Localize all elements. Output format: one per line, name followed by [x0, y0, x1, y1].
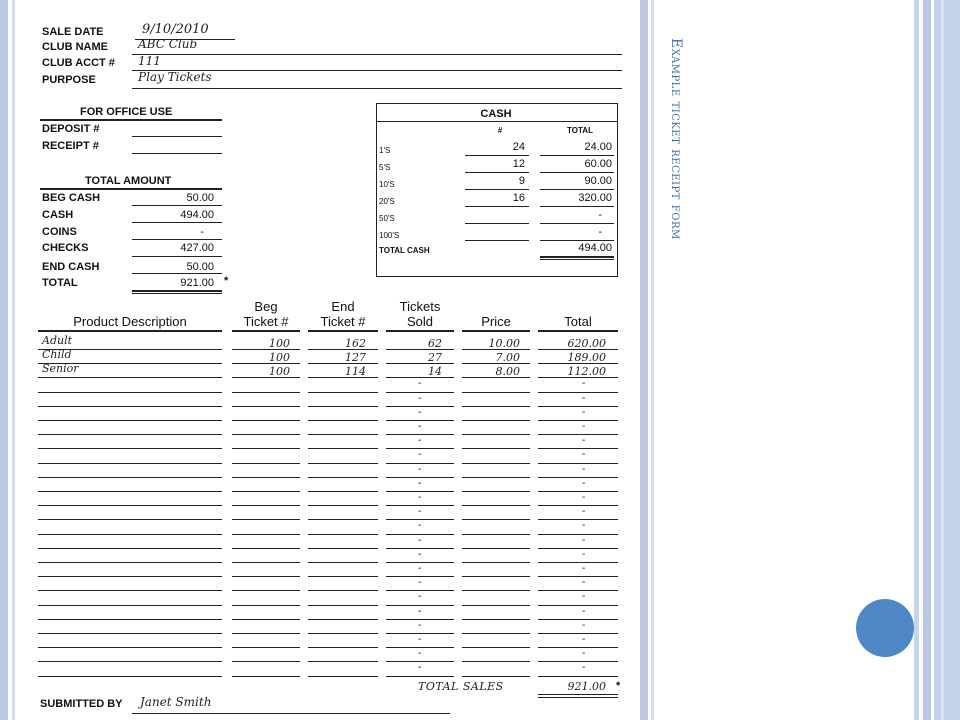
slide-title [668, 38, 692, 338]
row-rule [232, 448, 300, 449]
col-header-desc: Product Description [73, 314, 187, 329]
blank-dash: - [582, 435, 586, 446]
blank-dash: - [418, 662, 422, 673]
row-rule [538, 363, 618, 364]
totals-label: CASH [42, 209, 74, 221]
row-rule [308, 349, 378, 350]
signature-line [132, 713, 450, 714]
row-rule [232, 519, 300, 520]
row-rule [232, 647, 300, 648]
blank-dash: - [418, 421, 422, 432]
blank-dash: - [418, 492, 422, 503]
total-sales-value: 921.00 [567, 680, 606, 693]
sale-date-value: 9/10/2010 [142, 22, 209, 37]
row-rule [38, 463, 222, 464]
cash-count: 16 [512, 192, 525, 204]
product-total: 620.00 [567, 337, 606, 350]
row-rule [308, 505, 378, 506]
totals-label: COINS [42, 226, 77, 238]
office-title: FOR OFFICE USE [80, 106, 173, 118]
blank-dash: - [582, 634, 586, 645]
row-rule [308, 633, 378, 634]
blank-dash: - [418, 648, 422, 659]
row-rule [462, 605, 530, 606]
row-rule [462, 619, 530, 620]
row-rule [462, 576, 530, 577]
club-name-label: CLUB NAME [42, 41, 108, 53]
row-rule [38, 590, 222, 591]
blank-dash: - [418, 407, 422, 418]
row-rule [308, 477, 378, 478]
row-rule [232, 463, 300, 464]
blank-dash: - [582, 449, 586, 460]
row-rule [308, 363, 378, 364]
row-rule [462, 491, 530, 492]
cash-total-value: 494.00 [578, 242, 612, 254]
row-rule [462, 377, 530, 378]
blank-dash: - [582, 606, 586, 617]
cash-denom: 10'S [379, 180, 395, 189]
row-rule [538, 434, 618, 435]
product-end: 114 [345, 365, 366, 378]
submitted-by-value: Janet Smith [140, 695, 212, 709]
row-rule [38, 562, 222, 563]
blank-dash: - [582, 506, 586, 517]
row-rule [308, 605, 378, 606]
row-rule [538, 647, 618, 648]
row-rule [232, 505, 300, 506]
cash-total-header: TOTAL [567, 126, 593, 135]
row-rule [232, 491, 300, 492]
row-rule [462, 448, 530, 449]
row-rule [386, 363, 454, 364]
row-rule [38, 448, 222, 449]
row-rule [462, 647, 530, 648]
total-sales-asterisk: * [616, 680, 621, 692]
row-rule [232, 633, 300, 634]
totals-label: END CASH [42, 261, 100, 273]
row-rule [38, 548, 222, 549]
row-rule [308, 661, 378, 662]
row-rule [308, 392, 378, 393]
row-rule [308, 619, 378, 620]
blank-dash: - [418, 520, 422, 531]
row-rule [232, 562, 300, 563]
blank-dash: - [582, 464, 586, 475]
row-rule [462, 349, 530, 350]
product-sold: 27 [428, 351, 442, 364]
row-rule [38, 633, 222, 634]
blank-dash: - [418, 435, 422, 446]
row-rule [462, 676, 530, 677]
row-rule [308, 576, 378, 577]
product-end: 162 [345, 337, 366, 350]
cash-total-label: TOTAL CASH [379, 246, 430, 255]
cash-denom: 50'S [379, 214, 395, 223]
row-rule [462, 477, 530, 478]
blank-dash: - [582, 393, 586, 404]
blank-dash: - [582, 378, 586, 389]
blank-dash: - [582, 662, 586, 673]
row-rule [232, 377, 300, 378]
double-rule [538, 694, 618, 695]
row-rule [38, 676, 222, 677]
row-rule [308, 548, 378, 549]
row-rule [308, 676, 378, 677]
row-rule [462, 392, 530, 393]
blank-dash: - [582, 520, 586, 531]
row-rule [308, 519, 378, 520]
row-rule [232, 392, 300, 393]
product-price: 10.00 [488, 337, 520, 350]
blank-dash: - [418, 535, 422, 546]
col-header-sold: Sold [406, 314, 434, 329]
sale-date-label: SALE DATE [42, 26, 104, 38]
row-rule [38, 377, 222, 378]
row-rule [538, 605, 618, 606]
product-beg: 100 [269, 337, 290, 350]
cash-total: 320.00 [578, 192, 612, 204]
blank-dash: - [418, 606, 422, 617]
decor-bar [934, 0, 960, 720]
product-desc: Adult [42, 334, 73, 347]
row-rule [38, 477, 222, 478]
row-rule [38, 576, 222, 577]
col-header-beg: Ticket # [243, 314, 289, 329]
row-rule [38, 363, 222, 364]
blank-dash: - [418, 634, 422, 645]
cash-total: - [598, 209, 602, 221]
row-rule [38, 434, 222, 435]
double-rule [538, 697, 618, 698]
blank-dash: - [418, 577, 422, 588]
row-rule [232, 548, 300, 549]
row-rule [308, 406, 378, 407]
row-rule [538, 676, 618, 677]
totals-value: - [200, 226, 204, 238]
cash-total: - [598, 226, 602, 238]
total-amount-title: TOTAL AMOUNT [85, 175, 172, 187]
product-total: 189.00 [567, 351, 606, 364]
row-rule [462, 363, 530, 364]
blank-dash: - [582, 421, 586, 432]
row-rule [308, 448, 378, 449]
row-rule [462, 562, 530, 563]
totals-value: 494.00 [180, 209, 214, 221]
row-rule [462, 661, 530, 662]
blank-dash: - [582, 549, 586, 560]
row-rule [308, 562, 378, 563]
club-acct-label: CLUB ACCT # [42, 57, 115, 69]
cash-title: CASH [480, 108, 512, 120]
product-total: 112.00 [567, 365, 606, 378]
row-rule [38, 392, 222, 393]
total-asterisk: * [224, 275, 229, 287]
row-rule [308, 434, 378, 435]
row-rule [38, 406, 222, 407]
blank-dash: - [582, 591, 586, 602]
col-header-total: Total [564, 314, 592, 329]
row-rule [308, 377, 378, 378]
row-rule [38, 505, 222, 506]
deposit-label: DEPOSIT # [42, 123, 100, 135]
row-rule [538, 534, 618, 535]
row-rule [538, 392, 618, 393]
blank-dash: - [582, 648, 586, 659]
total-sales-label: TOTAL SALES [418, 680, 504, 693]
row-rule [308, 534, 378, 535]
totals-value: 50.00 [186, 261, 214, 273]
row-rule [462, 434, 530, 435]
row-rule [232, 534, 300, 535]
blank-dash: - [418, 506, 422, 517]
totals-label: CHECKS [42, 242, 89, 254]
row-rule [232, 420, 300, 421]
row-rule [38, 420, 222, 421]
row-rule [538, 505, 618, 506]
row-rule [538, 562, 618, 563]
totals-value: 921.00 [180, 277, 214, 289]
row-rule [462, 406, 530, 407]
blank-dash: - [582, 407, 586, 418]
row-rule [538, 590, 618, 591]
row-rule [538, 349, 618, 350]
row-rule [462, 534, 530, 535]
row-rule [308, 463, 378, 464]
row-rule [538, 491, 618, 492]
blank-dash: - [418, 449, 422, 460]
row-rule [38, 605, 222, 606]
cash-count: 12 [512, 158, 525, 170]
decor-bar [923, 0, 931, 720]
club-acct-value: 111 [138, 54, 161, 68]
decor-bar [640, 0, 648, 720]
row-rule [462, 519, 530, 520]
purpose-label: PURPOSE [42, 74, 96, 86]
totals-value: 427.00 [180, 242, 214, 254]
row-rule [232, 605, 300, 606]
blank-dash: - [582, 577, 586, 588]
blank-dash: - [582, 492, 586, 503]
row-rule [232, 576, 300, 577]
blank-dash: - [418, 591, 422, 602]
row-rule [538, 519, 618, 520]
product-sold: 62 [428, 337, 442, 350]
blank-dash: - [418, 549, 422, 560]
col-header-end: Ticket # [320, 314, 366, 329]
decor-bar [941, 0, 944, 720]
product-sold: 14 [428, 365, 442, 378]
row-rule [232, 619, 300, 620]
row-rule [38, 661, 222, 662]
row-rule [232, 477, 300, 478]
row-rule [38, 534, 222, 535]
product-beg: 100 [269, 365, 290, 378]
totals-label: TOTAL [42, 277, 78, 289]
row-rule [232, 676, 300, 677]
cash-count-header: # [497, 126, 503, 135]
cash-total: 90.00 [584, 175, 612, 187]
blank-dash: - [582, 535, 586, 546]
cash-total: 24.00 [584, 141, 612, 153]
row-rule [232, 349, 300, 350]
row-rule [308, 590, 378, 591]
row-rule [232, 406, 300, 407]
row-rule [538, 633, 618, 634]
row-rule [462, 548, 530, 549]
row-rule [538, 377, 618, 378]
row-rule [38, 519, 222, 520]
row-rule [38, 491, 222, 492]
blank-dash: - [418, 378, 422, 389]
blank-dash: - [418, 478, 422, 489]
row-rule [538, 448, 618, 449]
receipt-form [30, 16, 622, 720]
row-rule [462, 463, 530, 464]
row-rule [38, 647, 222, 648]
blank-dash: - [582, 620, 586, 631]
cash-count: 9 [518, 175, 525, 187]
blank-dash: - [418, 464, 422, 475]
cash-denom: 1'S [379, 146, 391, 155]
receipt-label: RECEIPT # [42, 140, 99, 152]
blank-dash: - [418, 563, 422, 574]
cash-denom: 100'S [379, 231, 400, 240]
row-rule [538, 548, 618, 549]
decor-bar [651, 0, 654, 720]
blank-dash: - [582, 478, 586, 489]
row-rule [308, 420, 378, 421]
col-header-price: Price [481, 314, 511, 329]
col-header-end: End [331, 299, 355, 314]
product-desc: Senior [42, 362, 79, 375]
row-rule [538, 406, 618, 407]
product-price: 8.00 [495, 365, 520, 378]
decor-bar [0, 0, 8, 720]
product-end: 127 [345, 351, 366, 364]
product-desc: Child [42, 348, 72, 361]
row-rule [462, 420, 530, 421]
cash-denom: 5'S [379, 163, 391, 172]
blank-dash: - [418, 620, 422, 631]
club-name-value: ABC Club [138, 37, 198, 51]
totals-value: 50.00 [186, 192, 214, 204]
row-rule [232, 590, 300, 591]
col-header-beg: Beg [254, 299, 278, 314]
cash-total: 60.00 [584, 158, 612, 170]
row-rule [232, 434, 300, 435]
row-rule [308, 647, 378, 648]
row-rule [538, 463, 618, 464]
row-rule [386, 349, 454, 350]
row-rule [308, 491, 378, 492]
cash-denom: 20'S [379, 197, 395, 206]
product-beg: 100 [269, 351, 290, 364]
blank-dash: - [418, 393, 422, 404]
product-price: 7.00 [495, 351, 520, 364]
row-rule [538, 477, 618, 478]
accent-circle [856, 599, 914, 657]
totals-label: BEG CASH [42, 192, 101, 204]
row-rule [538, 576, 618, 577]
slide-title-text: Example ticket receipt form [668, 38, 684, 240]
row-rule [386, 676, 454, 677]
decor-bar [914, 0, 919, 720]
row-rule [462, 505, 530, 506]
submitted-by-label: SUBMITTED BY [40, 698, 123, 710]
product-grid [30, 16, 622, 720]
row-rule [38, 349, 222, 350]
row-rule [538, 619, 618, 620]
purpose-value: Play Tickets [138, 70, 212, 84]
row-rule [232, 661, 300, 662]
row-rule [538, 420, 618, 421]
row-rule [538, 661, 618, 662]
row-rule [462, 590, 530, 591]
decor-bar [12, 0, 15, 720]
row-rule [38, 619, 222, 620]
cash-count: 24 [512, 141, 525, 153]
blank-dash: - [582, 563, 586, 574]
col-header-sold: Tickets [399, 299, 441, 314]
row-rule [232, 363, 300, 364]
row-rule [462, 633, 530, 634]
